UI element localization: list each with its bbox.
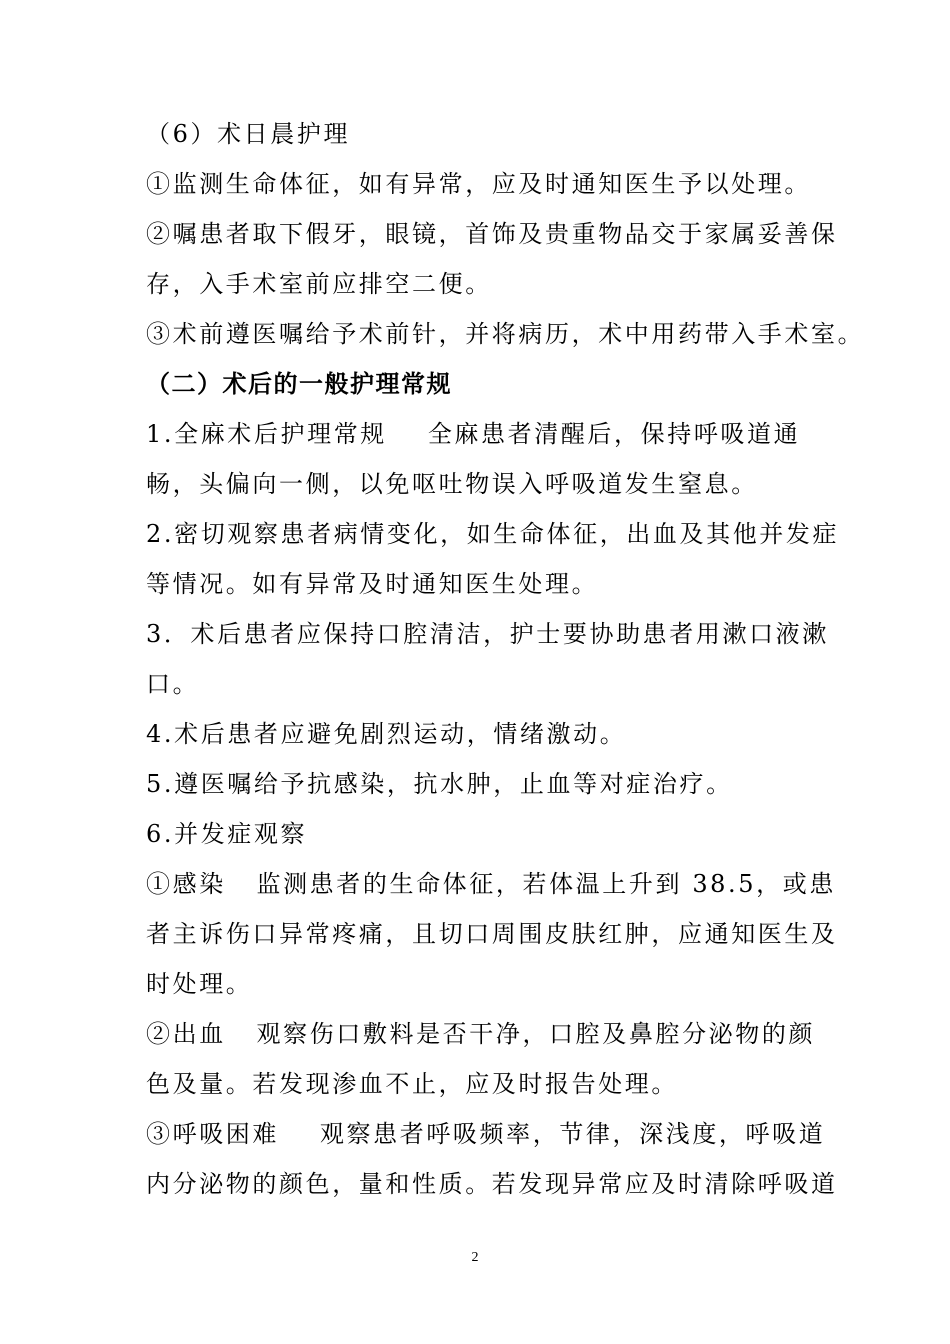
text-line: 等情况。如有异常及时通知医生处理。: [146, 570, 599, 598]
text-line: 1.全麻术后护理常规 全麻患者清醒后，保持呼吸道通: [146, 420, 801, 448]
text-line: 存，入手术室前应排空二便。: [146, 270, 492, 298]
text-line: 畅，头偏向一侧，以免呕吐物误入呼吸道发生窒息。: [146, 470, 758, 498]
text-line: 2.密切观察患者病情变化，如生命体征，出血及其他并发症: [146, 520, 840, 548]
text-line: 4.术后患者应避免剧烈运动，情绪激动。: [146, 720, 627, 748]
text-line: 者主诉伤口异常疼痛，且切口周围皮肤红肿，应通知医生及: [146, 920, 838, 948]
text-line: ①监测生命体征，如有异常，应及时通知医生予以处理。: [146, 170, 811, 198]
text-line: ②嘱患者取下假牙，眼镜，首饰及贵重物品交于家属妥善保: [146, 220, 838, 248]
text-line: ③呼吸困难 观察患者呼吸频率，节律，深浅度，呼吸道: [146, 1120, 826, 1148]
text-line: 色及量。若发现渗血不止，应及时报告处理。: [146, 1070, 678, 1098]
text-line: 口。: [146, 670, 200, 698]
subsection-heading-morning-care: （6）术日晨护理: [146, 120, 351, 148]
text-line: 6.并发症观察: [146, 820, 308, 848]
page-number: 2: [471, 1250, 479, 1265]
text-line: ②出血 观察伤口敷料是否干净，口腔及鼻腔分泌物的颜: [146, 1020, 816, 1048]
text-line: 5.遵医嘱给予抗感染，抗水肿，止血等对症治疗。: [146, 770, 733, 798]
text-line: ③术前遵医嘱给予术前针，并将病历，术中用药带入手术室。: [146, 320, 865, 348]
text-line: 3．术后患者应保持口腔清洁，护士要协助患者用漱口液漱: [146, 620, 829, 648]
text-line: 内分泌物的颜色，量和性质。若发现异常应及时清除呼吸道: [146, 1170, 838, 1198]
section-heading-postop-care: （二）术后的一般护理常规: [146, 369, 452, 398]
text-line: ①感染 监测患者的生命体征，若体温上升到 38.5，或患: [146, 870, 836, 898]
text-line: 时处理。: [146, 970, 253, 998]
